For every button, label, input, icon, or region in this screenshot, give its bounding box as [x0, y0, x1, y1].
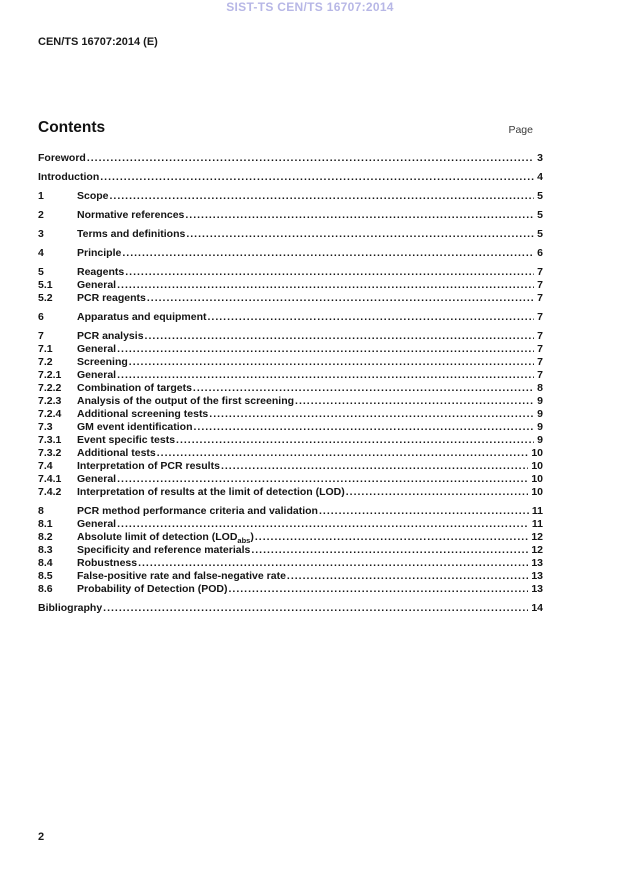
toc-entry-page: 14	[531, 602, 543, 614]
toc-entry[interactable]	[38, 382, 543, 395]
dot-leader	[346, 486, 529, 499]
toc-entry-number: 7.1	[38, 343, 53, 355]
dot-leader	[229, 583, 529, 596]
toc-entry-number: 7.2.1	[38, 369, 62, 381]
toc-entry-number: 5	[38, 266, 44, 278]
toc-entry-title: General	[77, 343, 117, 355]
toc-entry-number: 7.3.2	[38, 447, 62, 459]
toc-entry[interactable]	[38, 408, 543, 421]
toc-entry[interactable]	[38, 460, 543, 473]
toc-entry-number: 6	[38, 311, 44, 323]
toc-entry-page: 10	[531, 447, 543, 459]
dot-leader	[186, 228, 534, 241]
toc-entry-title: Terms and definitions	[77, 228, 186, 240]
toc-entry-title: Analysis of the output of the first screening	[77, 395, 295, 407]
toc-entry-title: Principle	[77, 247, 122, 259]
toc-entry-page: 7	[537, 369, 543, 381]
toc-entry[interactable]	[38, 421, 543, 434]
toc-entry-title: Additional screening tests	[77, 408, 209, 420]
dot-leader	[319, 505, 529, 518]
toc-entry-number: 8.6	[38, 583, 53, 595]
toc-entry-number: 8	[38, 505, 44, 517]
toc-entry-title: Interpretation of PCR results	[77, 460, 220, 472]
toc-entry-number: 4	[38, 247, 44, 259]
toc-entry-page: 13	[531, 557, 543, 569]
toc-entry-title: General	[77, 518, 117, 530]
toc-entry-page: 9	[537, 421, 543, 433]
toc-entry-number: 7.4.2	[38, 486, 62, 498]
toc-entry[interactable]	[38, 447, 543, 460]
dot-leader	[117, 473, 528, 486]
dot-leader	[138, 557, 528, 570]
toc-entry[interactable]	[38, 434, 543, 447]
dot-leader	[176, 434, 534, 447]
dot-leader	[185, 209, 534, 222]
toc-entry[interactable]	[38, 518, 543, 531]
toc-entry-number: 8.1	[38, 518, 53, 530]
dot-leader	[251, 544, 528, 557]
dot-leader	[117, 343, 534, 356]
toc-entry-number: 8.3	[38, 544, 53, 556]
dot-leader	[193, 382, 534, 395]
toc-entry-title: Apparatus and equipment	[77, 311, 207, 323]
toc-entry[interactable]	[38, 247, 543, 260]
toc-entry-number: 8.4	[38, 557, 53, 569]
toc-entry-page: 10	[531, 460, 543, 472]
dot-leader	[117, 369, 534, 382]
dot-leader	[221, 460, 528, 473]
toc-entry-title: Specificity and reference materials	[77, 544, 251, 556]
toc-entry-title: PCR reagents	[77, 292, 146, 304]
toc-entry[interactable]	[38, 557, 543, 570]
toc-entry-title: Additional tests	[77, 447, 156, 459]
contents-heading: Contents	[38, 119, 106, 136]
toc-entry-title: False-positive rate and false-negative rate	[77, 570, 286, 582]
page-column-label: Page	[508, 124, 533, 136]
toc-entry-title: Normative references	[77, 209, 185, 221]
toc-entry[interactable]	[38, 292, 543, 305]
toc-entry-number: 7.2.3	[38, 395, 62, 407]
toc-entry-title: Scope	[77, 190, 109, 202]
toc-entry-page: 11	[531, 505, 543, 517]
toc-entry-number: 7.3	[38, 421, 53, 433]
toc-entry-page: 7	[537, 356, 543, 368]
toc-entry-title: PCR method performance criteria and validation	[77, 505, 318, 517]
toc-entry-number: 7.4.1	[38, 473, 62, 485]
toc-entry-number: 8.2	[38, 531, 53, 543]
toc-entry-number: 5.2	[38, 292, 53, 304]
watermark-header: SIST-TS CEN/TS 16707:2014	[226, 0, 394, 14]
toc-entry-number: 7.4	[38, 460, 53, 472]
toc-entry-page: 10	[531, 486, 543, 498]
toc-entry-number: 7.3.1	[38, 434, 62, 446]
toc-entry-number: 7.2	[38, 356, 53, 368]
toc-entry-page: 12	[531, 531, 543, 543]
toc-entry-page: 11	[531, 518, 543, 530]
toc-entry-page: 3	[537, 152, 543, 164]
toc-entry-page: 7	[537, 330, 543, 342]
toc-entry-page: 5	[537, 190, 543, 202]
dot-leader	[125, 266, 534, 279]
toc-entry-page: 8	[537, 382, 543, 394]
toc-entry-title: Introduction	[38, 171, 100, 183]
toc-entry[interactable]	[38, 343, 543, 356]
toc-entry-number: 1	[38, 190, 44, 202]
toc-entry-page: 7	[537, 311, 543, 323]
toc-entry-title: Combination of targets	[77, 382, 192, 394]
toc-entry[interactable]	[38, 228, 543, 241]
toc-entry-title: General	[77, 473, 117, 485]
toc-entry-title: Probability of Detection (POD)	[77, 583, 228, 595]
toc-entry[interactable]	[38, 473, 543, 486]
dot-leader	[295, 395, 534, 408]
toc-entry-title: Foreword	[38, 152, 86, 164]
contents-header	[38, 119, 543, 137]
dot-leader	[209, 408, 534, 421]
dot-leader	[129, 356, 534, 369]
dot-leader	[145, 330, 535, 343]
dot-leader	[122, 247, 534, 260]
toc-entry-page: 10	[531, 473, 543, 485]
toc-entry-number: 7.2.4	[38, 408, 62, 420]
toc-entry-title: Event specific tests	[77, 434, 176, 446]
toc-entry-page: 9	[537, 434, 543, 446]
dot-leader	[117, 279, 534, 292]
table-of-contents	[38, 152, 543, 615]
toc-entry-page: 9	[537, 408, 543, 420]
toc-entry[interactable]	[38, 356, 543, 369]
toc-entry[interactable]	[38, 266, 543, 279]
toc-entry-number: 8.5	[38, 570, 53, 582]
toc-entry[interactable]	[38, 152, 543, 165]
footer-page-number: 2	[38, 831, 45, 843]
toc-entry-page: 7	[537, 292, 543, 304]
toc-entry-page: 13	[531, 583, 543, 595]
toc-entry[interactable]	[38, 583, 543, 596]
toc-entry-number: 7	[38, 330, 44, 342]
toc-entry[interactable]	[38, 279, 543, 292]
toc-entry-page: 9	[537, 395, 543, 407]
toc-entry-page: 4	[537, 171, 543, 183]
toc-entry-number: 5.1	[38, 279, 53, 291]
toc-entry-page: 7	[537, 279, 543, 291]
toc-entry-page: 13	[531, 570, 543, 582]
toc-entry-title: PCR analysis	[77, 330, 144, 342]
toc-entry-title: Reagents	[77, 266, 125, 278]
toc-entry-title: Bibliography	[38, 602, 103, 614]
toc-entry-number: 7.2.2	[38, 382, 62, 394]
toc-entry-page: 6	[537, 247, 543, 259]
dot-leader	[87, 152, 534, 165]
toc-entry-title: Absolute limit of detection $(LOD_{abs})$	[77, 531, 254, 546]
toc-entry[interactable]	[38, 531, 543, 544]
toc-entry[interactable]	[38, 171, 543, 184]
toc-entry-title: GM event identification	[77, 421, 193, 433]
toc-entry-title: Interpretation of results at the limit of detection (LOD)	[77, 486, 345, 498]
toc-entry-title: Screening	[77, 356, 128, 368]
dot-leader	[255, 531, 528, 544]
dot-leader	[110, 190, 535, 203]
dot-leader	[287, 570, 528, 583]
dot-leader	[103, 602, 528, 615]
dot-leader	[117, 518, 529, 531]
dot-leader	[100, 171, 534, 184]
toc-entry[interactable]	[38, 311, 543, 324]
toc-entry[interactable]	[38, 395, 543, 408]
toc-entry[interactable]	[38, 330, 543, 343]
toc-entry-page: 5	[537, 228, 543, 240]
toc-entry-page: 7	[537, 266, 543, 278]
toc-entry-page: 12	[531, 544, 543, 556]
toc-entry[interactable]	[38, 369, 543, 382]
dot-leader	[157, 447, 529, 460]
toc-entry-page: 5	[537, 209, 543, 221]
toc-entry-title: General	[77, 369, 117, 381]
toc-entry[interactable]	[38, 602, 543, 615]
toc-entry[interactable]	[38, 209, 543, 222]
toc-entry[interactable]	[38, 570, 543, 583]
toc-entry-title: Robustness	[77, 557, 138, 569]
toc-entry[interactable]	[38, 486, 543, 499]
dot-leader	[208, 311, 535, 324]
toc-entry-title: General	[77, 279, 117, 291]
document-reference: CEN/TS 16707:2014 (E)	[38, 36, 158, 48]
toc-entry-number: 3	[38, 228, 44, 240]
toc-entry[interactable]	[38, 544, 543, 557]
toc-entry[interactable]	[38, 190, 543, 203]
toc-entry-number: 2	[38, 209, 44, 221]
toc-entry[interactable]	[38, 505, 543, 518]
dot-leader	[147, 292, 534, 305]
dot-leader	[194, 421, 535, 434]
toc-entry-page: 7	[537, 343, 543, 355]
